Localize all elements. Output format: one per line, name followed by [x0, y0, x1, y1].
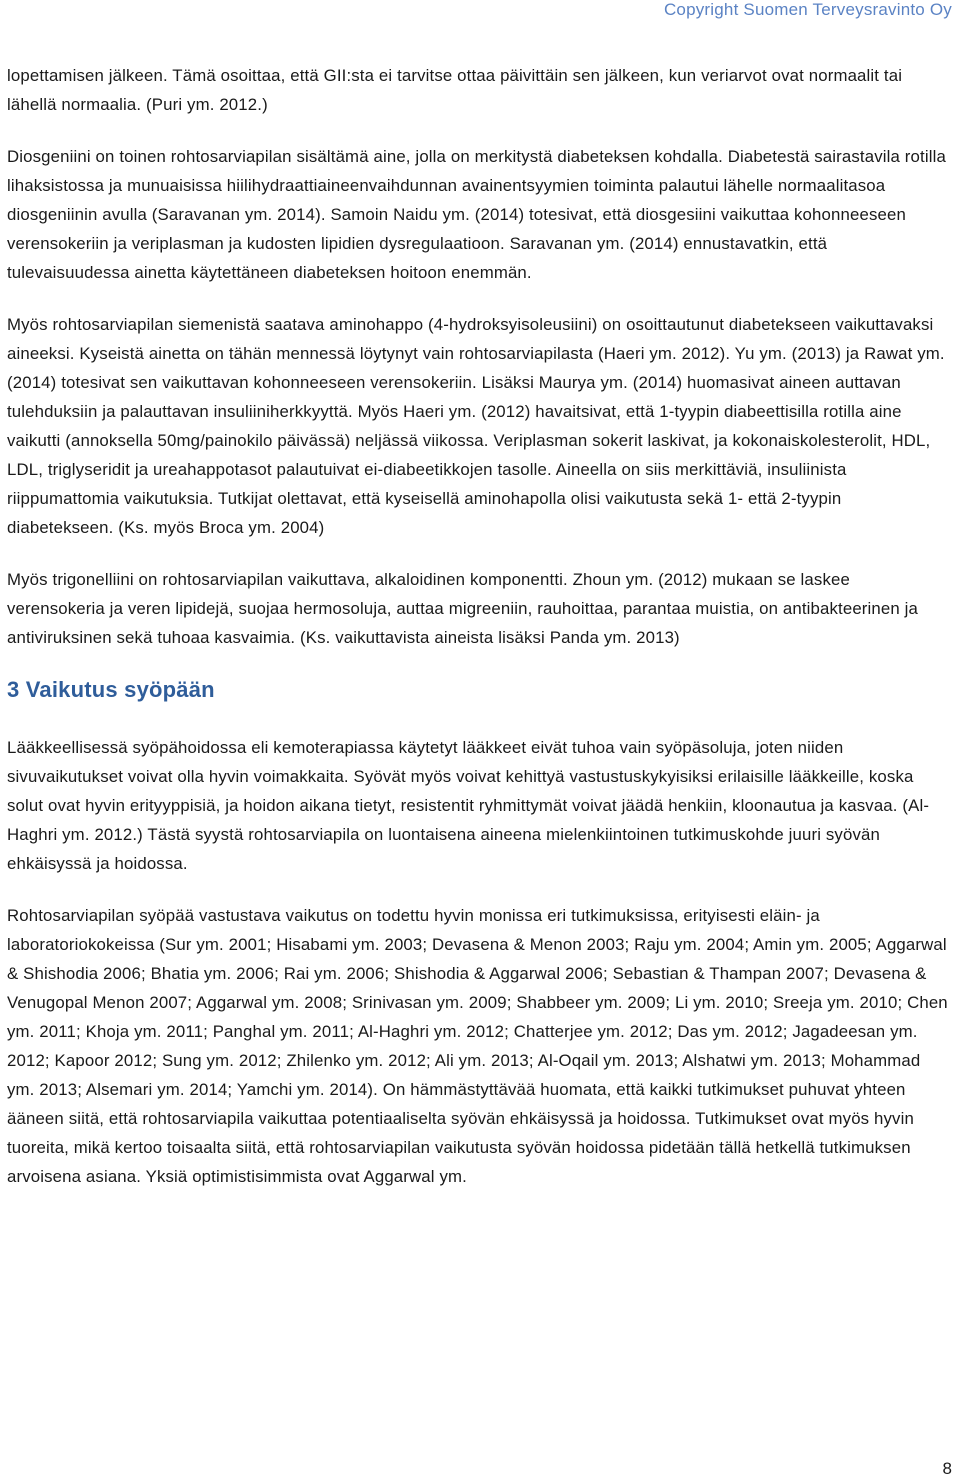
- document-body: [7, 61, 952, 1191]
- paragraph-gii-conclusion: lopettamisen jälkeen. Tämä osoittaa, että GII:sta ei tarvitse ottaa päivittäin sen jälkeen, kun veriarvot ovat normaalit tai lähellä normaalia. (Puri ym. 2012.): [7, 66, 903, 114]
- paragraph-anticancer-studies: Rohtosarviapilan syöpää vastustava vaikutus on todettu hyvin monissa eri tutkimuksissa, erityisesti eläin- ja laboratoriokokeissa (Sur ym. 2001; Hisabami ym. 2003; Devasena & Menon 2003; Raju ym. 2004; Amin ym. 2005; Aggarwal & Shishodia 2006; Bhatia ym. 2006; Rai ym. 2006; Shishodia & Aggarwal 2006; Sebastian & Thampan 2007; Devasena & Venugopal Menon 2007; Aggarwal ym. 2008; Srinivasan ym. 2009; Shabbeer ym. 2009; Li ym. 2010; Sreeja ym. 2010; Chen ym. 2011; Khoja ym. 2011; Panghal ym. 2011; Al-Haghri ym. 2012; Chatterjee ym. 2012; Das ym. 2012; Jagadeesan ym. 2012; Kapoor 2012; Sung ym. 2012; Zhilenko ym. 2012; Ali ym. 2013; Al-Oqail ym. 2013; Alshatwi ym. 2013; Mohammad ym. 2013; Alsemari ym. 2014; Yamchi ym. 2014). On hämmästyttävää huomata, että kaikki tutkimukset puhuvat yhteen ääneen siitä, että rohtosarviapila vaikuttaa potentiaaliselta syövän ehkäisyssä ja hoidossa. Tutkimukset ovat myös hyvin tuoreita, mikä kertoo toisaalta siitä, että rohtosarviapilan vaikutusta syövän hoidossa pidetään tällä hetkellä tutkimuksen arvoisena asiana. Yksiä optimistisimmista ovat Aggarwal ym.: [7, 906, 948, 1186]
- paragraph-amino-acid: Myös rohtosarviapilan siemenistä saatava aminohappo (4-hydroksyisoleusiini) on osoittautunut diabetekseen vaikuttavaksi aineeksi. Kyseistä ainetta on tähän mennessä löytynyt vain rohtosarviapilasta (Haeri ym. 2012). Yu ym. (2013) ja Rawat ym. (2014) totesivat sen vaikuttavan kohonneeseen verensokeriin. Lisäksi Maurya ym. (2014) huomasivat aineen auttavan tulehduksiin ja palauttavan insuliiniherkkyyttä. Myös Haeri ym. (2012) havaitsivat, että 1-tyypin diabeettisilla rotilla aine vaikutti (annoksella 50mg/painokilo päivässä) neljässä viikossa. Veriplasman sokerit laskivat, ja kokonaiskolesterolit, HDL, LDL, triglyseridit ja ureahappotasot palautuivat ei-diabeetikkojen tasolle. Aineella on siis merkittäviä, insuliinista riippumattomia vaikutuksia. Tutkijat olettavat, että kyseisellä aminohapolla olisi vaikutusta sekä 1- että 2-tyypin diabetekseen. (Ks. myös Broca ym. 2004): [7, 315, 945, 537]
- paragraph-chemotherapy: Lääkkeellisessä syöpähoidossa eli kemoterapiassa käytetyt lääkkeet eivät tuhoa vain syöpäsoluja, joten niiden sivuvaikutukset voivat olla hyvin voimakkaita. Syövät myös voivat kehittyä vastustuskykyisiksi erilaisille lääkkeille, koska solut ovat hyvin erityyppisiä, ja hoidon aikana tietyt, resistentit ryhmittymät voivat jäädä henkiin, kloonautua ja kasvaa. (Al-Haghri ym. 2012.) Tästä syystä rohtosarviapila on luontaisena aineena mielenkiintoinen tutkimuskohde juuri syövän ehkäisyssä ja hoidossa.: [7, 738, 930, 873]
- page-number: 8: [942, 1459, 952, 1478]
- section-heading-cancer: 3 Vaikutus syöpään: [7, 677, 215, 702]
- paragraph-diosgenin: Diosgeniini on toinen rohtosarviapilan sisältämä aine, jolla on merkitystä diabeteksen kohdalla. Diabetestä sairastavila rotilla lihaksistossa ja munuaisissa hiilihydraattiaineenvaihdunnan avainentsyymien toiminta palautui lähelle normaalitasoa diosgeniinin avulla (Saravanan ym. 2014). Samoin Naidu ym. (2014) totesivat, että diosgesiini vaikuttaa kohonneeseen verensokeriin ja veriplasman ja kudosten lipidien dysregulaatioon. Saravanan ym. (2014) ennustavatkin, että tulevaisuudessa ainetta käytettäneen diabeteksen hoitoon enemmän.: [7, 147, 946, 282]
- paragraph-trigonelline: Myös trigonelliini on rohtosarviapilan vaikuttava, alkaloidinen komponentti. Zhoun ym. (2012) mukaan se laskee verensokeria ja veren lipidejä, suojaa hermosoluja, auttaa migreeniin, rauhoittaa, parantaa muistia, on antibakteerinen ja antiviruksinen sekä tuhoaa kasvaimia. (Ks. vaikuttavista aineista lisäksi Panda ym. 2013): [7, 570, 919, 647]
- header-copyright: Copyright Suomen Terveysravinto Oy: [663, 0, 952, 19]
